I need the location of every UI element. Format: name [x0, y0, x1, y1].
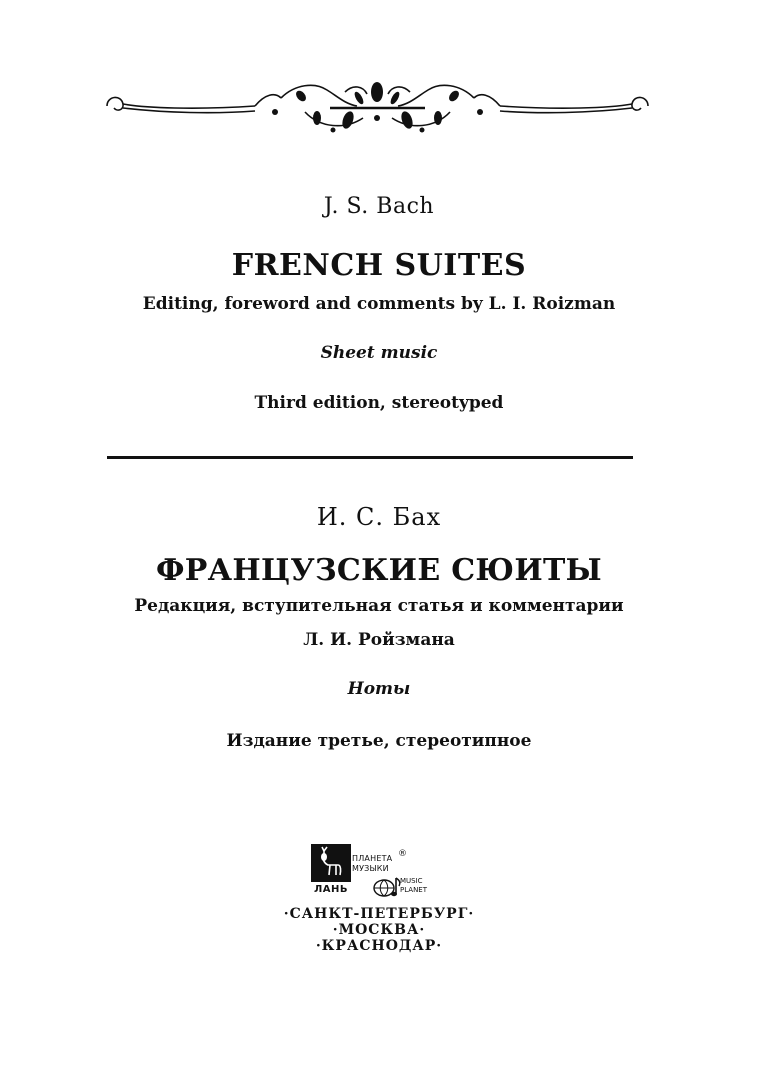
publisher-city: ·САНКТ-ПЕТЕРБУРГ· [283, 906, 475, 922]
editing-credit-russian-line2: Л. И. Ройзмана [303, 630, 455, 650]
genre-russian: Ноты [347, 679, 411, 699]
decorative-ornament [105, 78, 650, 140]
title-english: FRENCH SUITES [231, 248, 527, 283]
publisher-city: ·МОСКВА· [332, 922, 426, 938]
lan-logo-text: ЛАНЬ [313, 884, 349, 895]
title-russian: ФРАНЦУЗСКИЕ СЮИТЫ [156, 553, 602, 588]
editing-credit-english: Editing, foreword and comments by L. I. Roizman [142, 294, 616, 314]
planet-logo-line1: ПЛАНЕТА [352, 854, 393, 863]
publisher-city: ·КРАСНОДАР· [315, 938, 443, 954]
edition-russian: Издание третье, стереотипное [226, 731, 532, 751]
planet-logo-line2: МУЗЫКИ [352, 864, 389, 873]
music-planet-line1: MUSIC [400, 877, 423, 885]
author-english: J. S. Bach [323, 194, 435, 219]
section-divider [107, 456, 633, 459]
editing-credit-russian-line1: Редакция, вступительная статья и комментарии [134, 596, 624, 616]
edition-english: Third edition, stereotyped [254, 393, 504, 413]
music-planet-line2: PLANET [400, 886, 428, 894]
author-russian: И. С. Бах [316, 503, 442, 531]
registered-mark: ® [398, 849, 407, 859]
genre-english: Sheet music [320, 343, 438, 363]
